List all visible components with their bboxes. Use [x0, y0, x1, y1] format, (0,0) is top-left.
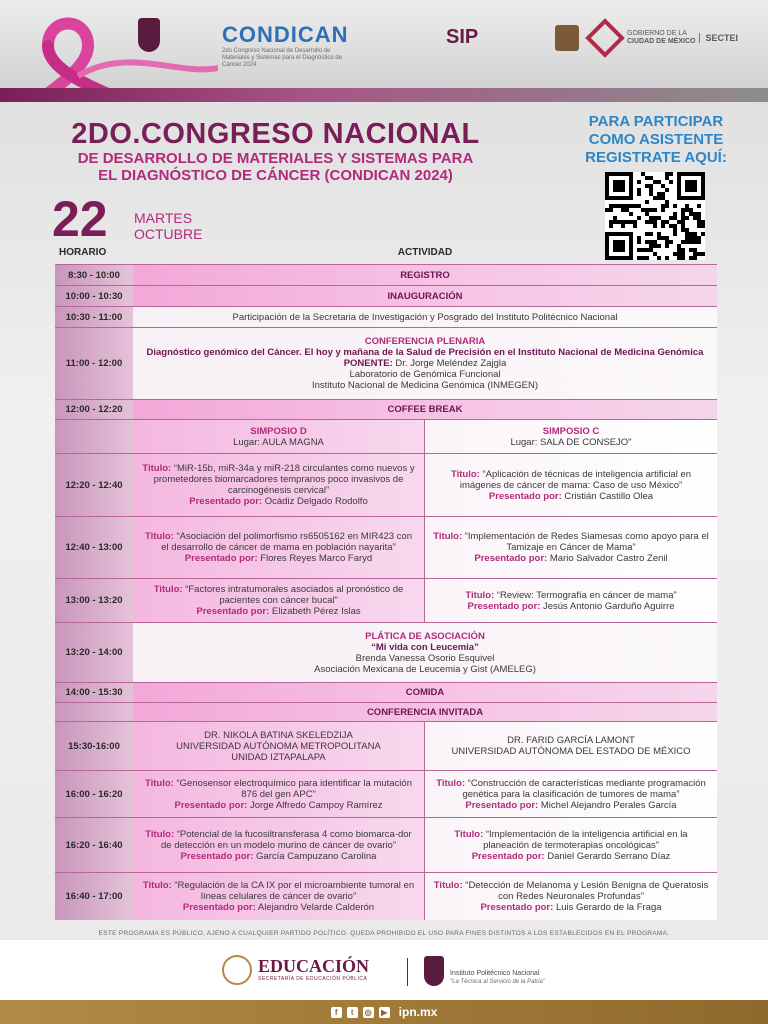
- talk-title: “Detección de Melanoma y Lesión Benigna de Queratosis con Redes Neuronales Profundas”: [465, 880, 709, 902]
- talk-left: [133, 873, 425, 920]
- row-time: 12:40 - 13:00: [55, 517, 133, 578]
- sip-logo: SIP: [446, 26, 479, 48]
- legal-footnote: ESTE PROGRAMA ES PÚBLICO, AJENO A CUALQUIER PARTIDO POLÍTICO. QUEDA PROHIBIDO EL USO PARA FINES DISTINTOS A LOS ESTABLECIDOS EN EL PROGRAMA.: [98, 930, 670, 937]
- table-header: [55, 247, 717, 264]
- facebook-icon[interactable]: f: [331, 1007, 342, 1018]
- talk-title: “Asociación del polimorfismo rs6505162 en MIR423 con el desarrollo de cáncer de mama en población nayarita”: [161, 531, 412, 553]
- table-row: [55, 702, 717, 721]
- sep-subtitle: SECRETARÍA DE EDUCACIÓN PÚBLICA: [258, 976, 368, 982]
- titulo-label: Titulo:: [142, 463, 172, 474]
- table-row: [55, 453, 717, 516]
- talk-title: “Implementación de Redes Siamesas como apoyo para el Tamizaje en Cáncer de Mama”: [464, 531, 709, 553]
- talk-presenter: Jorge Alfredo Campoy Ramírez: [249, 799, 383, 811]
- register-callout: [563, 113, 749, 167]
- table-row: [55, 285, 717, 306]
- talk-right: [425, 818, 717, 872]
- plenary-title: CONFERENCIA PLENARIA: [364, 336, 486, 347]
- website-link[interactable]: ipn.mx: [398, 1005, 438, 1019]
- titulo-label: Titulo:: [450, 468, 480, 480]
- talk-presenter: Mario Salvador Castro Zenil: [549, 553, 668, 564]
- register-line2: COMO ASISTENTE: [588, 131, 724, 148]
- talk-left: [133, 454, 425, 516]
- talk-left: [133, 818, 425, 872]
- row-time: 8:30 - 10:00: [55, 265, 133, 285]
- table-row: [55, 770, 717, 817]
- talk-title: “MiR-15b, miR-34a y miR-218 circulantes como nuevos y prometedores biomarcadores tempranos poco invasivos de carcinogénesis cervical”: [153, 463, 415, 496]
- row-activity: REGISTRO: [133, 265, 717, 285]
- talk-presenter: Jesús Antonio Garduño Aguirre: [542, 600, 675, 612]
- condican-tagline: 2do Congreso Nacional de Desarrollo de Materiales y Sistemas para el Diagnóstico de Cáncer 2024: [222, 48, 343, 68]
- talk-presenter: Flores Reyes Marco Faryd: [260, 553, 373, 564]
- talk-presenter: Michel Alejandro Perales García: [540, 799, 677, 811]
- cdmx-logo: [555, 24, 738, 52]
- sectei-label: SECTEI: [699, 33, 738, 43]
- talk-title: “Potencial de la fucosiltransferasa 4 como biomarca-dor de detección en un modelo murino de cáncer de ovario”: [160, 828, 412, 851]
- bottom-logos: [0, 940, 768, 1000]
- titulo-label: Titulo:: [465, 589, 495, 601]
- speaker-label: PONENTE:: [343, 358, 393, 369]
- row-time: 10:30 - 11:00: [55, 307, 133, 327]
- row-time: 15:30-16:00: [55, 722, 133, 770]
- congress-title: 2DO.CONGRESO NACIONAL: [71, 118, 480, 150]
- table-row: [55, 399, 717, 419]
- talk-left: [133, 517, 425, 578]
- talk-presenter: García Campuzano Carolina: [256, 850, 377, 862]
- gob-line1: GOBIERNO DE LA: [627, 30, 687, 37]
- guest-right: [425, 722, 717, 770]
- talk-presenter: Alejandro Velarde Calderón: [257, 902, 375, 913]
- condican-logo: [222, 22, 349, 69]
- table-row: [55, 721, 717, 770]
- talk-title: “Review: Termografía en cáncer de mama”: [496, 589, 677, 601]
- row-activity: COFFEE BREAK: [133, 400, 717, 419]
- talk-title: “Aplicación de técnicas de inteligencia artificial en imágenes de cáncer de mama: Caso de uso México”: [459, 468, 692, 491]
- row-time: 13:20 - 14:00: [55, 623, 133, 682]
- presentado-label: Presentado por:: [474, 553, 548, 564]
- row-activity: CONFERENCIA INVITADA: [133, 703, 717, 721]
- talk-presenter: Daniel Gerardo Serrano Díaz: [547, 850, 671, 862]
- weekday: MARTES: [134, 210, 193, 226]
- association-org: Asociación Mexicana de Leucemia y Gist (AMELEG): [314, 663, 536, 675]
- month: OCTUBRE: [134, 226, 203, 242]
- guest-university: UNIVERSIDAD AUTÓNOMA METROPOLITANA: [176, 740, 381, 752]
- table-row: [55, 306, 717, 327]
- talk-presenter: Cristián Castillo Olea: [564, 490, 654, 502]
- simposio-d-title: SIMPOSIO D: [250, 425, 307, 437]
- table-row: [55, 516, 717, 578]
- titulo-label: Titulo:: [454, 828, 484, 840]
- row-activity: COMIDA: [133, 683, 717, 702]
- row-time: 16:00 - 16:20: [55, 771, 133, 817]
- presentado-label: Presentado por:: [189, 496, 263, 507]
- talk-left: [133, 579, 425, 622]
- register-line1: PARA PARTICIPAR: [588, 113, 724, 130]
- plenary-topic: Diagnóstico genómico del Cáncer. El hoy y mañana de la Salud de Precisión en el Instituto Nacional de Medicina Genómica: [146, 347, 704, 358]
- titulo-label: Titulo:: [433, 531, 463, 542]
- congress-subtitle: [28, 150, 523, 184]
- presentado-label: Presentado por:: [196, 606, 270, 617]
- youtube-icon[interactable]: ▶: [379, 1007, 390, 1018]
- titulo-label: Titulo:: [145, 828, 175, 840]
- subtitle-line1: DE DESARROLLO DE MATERIALES Y SISTEMAS PARA: [77, 150, 474, 167]
- guest-unit: UNIDAD IZTAPALAPA: [231, 751, 326, 763]
- table-row: [55, 817, 717, 872]
- table-row: [55, 578, 717, 622]
- talk-right: [425, 771, 717, 817]
- presentado-label: Presentado por:: [467, 600, 541, 612]
- schedule-table: [55, 247, 717, 920]
- presentado-label: Presentado por:: [488, 490, 562, 502]
- row-time: 16:20 - 16:40: [55, 818, 133, 872]
- row-time: 11:00 - 12:00: [55, 328, 133, 399]
- talk-title: “Genosensor electroquímico para identificar la mutación 876 del gen APC”: [176, 777, 412, 800]
- talk-right: [425, 454, 717, 516]
- subtitle-line2: EL DIAGNÓSTICO DE CÁNCER (CONDICAN 2024): [98, 167, 453, 184]
- logo-divider: [407, 958, 408, 986]
- talk-presenter: Luis Gerardo de la Fraga: [555, 902, 662, 913]
- row-activity: Participación de la Secretaria de Investigación y Posgrado del Instituto Politécnico Nacional: [133, 307, 717, 327]
- presentado-label: Presentado por:: [182, 902, 256, 913]
- talk-title: “Factores intratumorales asociados al pronóstico de pacientes con cáncer bucal”: [185, 584, 404, 606]
- row-time: 14:00 - 15:30: [55, 683, 133, 702]
- ipn-shield-logo: [138, 18, 160, 52]
- talk-right: [425, 579, 717, 622]
- table-row: [55, 682, 717, 702]
- footer-bar: [0, 1000, 768, 1024]
- condican-logo-text: CONDICAN: [222, 22, 349, 47]
- talk-title: “Regulación de la CA IX por el microambiente tumoral en líneas celulares de cáncer de ovario”: [174, 880, 415, 902]
- sep-eagle-icon: [222, 955, 252, 985]
- presentado-label: Presentado por:: [471, 850, 545, 862]
- talk-presenter: Ocádiz Delgado Rodolfo: [264, 496, 368, 507]
- guest-left: [133, 722, 425, 770]
- table-row: [55, 622, 717, 682]
- table-row: [55, 264, 717, 285]
- row-time: 13:00 - 13:20: [55, 579, 133, 622]
- ipn-motto: "La Técnica al Servicio de la Patria": [450, 979, 545, 985]
- talk-right: [425, 517, 717, 578]
- instagram-icon[interactable]: ◎: [363, 1007, 374, 1018]
- row-activity: INAUGURACIÓN: [133, 286, 717, 306]
- titulo-label: Titulo:: [433, 880, 463, 891]
- event-day: 22: [52, 191, 108, 247]
- ipn-name: Instituto Politécnico Nacional: [450, 970, 540, 977]
- simposio-d: [133, 420, 425, 453]
- speaker-lab: Laboratorio de Genómica Funcional: [349, 369, 501, 380]
- talk-title: “Construcción de características mediante programación genética para la clasificación de tumores de mama”: [462, 777, 706, 800]
- talk-right: [425, 873, 717, 920]
- pink-ribbon-icon: [18, 6, 218, 96]
- talk-title: “Implementación de la inteligencia artificial en la planeación de termoterapias oncológicas”: [483, 828, 688, 851]
- simposio-header-row: [55, 419, 717, 453]
- simposio-c: [425, 420, 717, 453]
- table-row: [55, 872, 717, 920]
- row-time: 10:00 - 10:30: [55, 286, 133, 306]
- guest-university: UNIVERSIDAD AUTÓNOMA DEL ESTADO DE MÉXICO: [451, 746, 691, 757]
- titulo-label: Titulo:: [142, 880, 172, 891]
- speaker-institute: Instituto Nacional de Medicina Genómica (INMEGEN): [312, 380, 538, 391]
- event-date-label: [134, 210, 202, 242]
- association-talk: [133, 623, 717, 682]
- simposio-c-title: SIMPOSIO C: [542, 425, 600, 437]
- header-banner: [0, 0, 768, 100]
- titulo-label: Titulo:: [145, 531, 174, 542]
- association-talk-title: “Mi vida con Leucemia”: [371, 641, 479, 653]
- titulo-label: Titulo:: [153, 584, 183, 595]
- presentado-label: Presentado por:: [465, 799, 539, 811]
- presentado-label: Presentado por:: [184, 553, 258, 564]
- twitter-icon[interactable]: t: [347, 1007, 358, 1018]
- header-time: HORARIO: [59, 247, 107, 258]
- educacion-logo: EDUCACIÓN: [258, 956, 370, 976]
- simposio-d-place: Lugar: AULA MAGNA: [233, 436, 324, 448]
- gob-line2: CIUDAD DE MÉXICO: [627, 38, 696, 45]
- register-line3: REGISTRATE AQUÍ:: [585, 149, 727, 166]
- presentado-label: Presentado por:: [174, 799, 248, 811]
- header-activity: ACTIVIDAD: [397, 247, 453, 258]
- city-shield-icon: [555, 25, 579, 51]
- plenary-conference: [133, 328, 717, 399]
- talk-left: [133, 771, 425, 817]
- table-row: [55, 327, 717, 399]
- header-band: [0, 88, 768, 102]
- row-time: 16:40 - 17:00: [55, 873, 133, 920]
- titulo-label: Titulo:: [436, 777, 466, 789]
- guest-name: DR. NIKOLA BATINA SKELEDZIJA: [204, 729, 353, 741]
- presentado-label: Presentado por:: [480, 902, 554, 913]
- guest-name: DR. FARID GARCÍA LAMONT: [507, 735, 635, 746]
- titulo-label: Titulo:: [145, 777, 174, 789]
- talk-presenter: Elizabeth Pérez Islas: [271, 606, 361, 617]
- simposio-c-place: Lugar: SALA DE CONSEJO": [510, 436, 632, 448]
- row-time: 12:00 - 12:20: [55, 400, 133, 419]
- presentado-label: Presentado por:: [180, 850, 254, 862]
- association-speaker: Brenda Vanessa Osorio Esquivel: [355, 652, 495, 664]
- cdmx-emblem-icon: [585, 18, 625, 58]
- association-title: PLÁTICA DE ASOCIACIÓN: [365, 630, 485, 642]
- row-time: 12:20 - 12:40: [55, 454, 133, 516]
- speaker-name: Dr. Jorge Meléndez Zajgla: [395, 358, 507, 369]
- ipn-shield-icon: [424, 956, 444, 986]
